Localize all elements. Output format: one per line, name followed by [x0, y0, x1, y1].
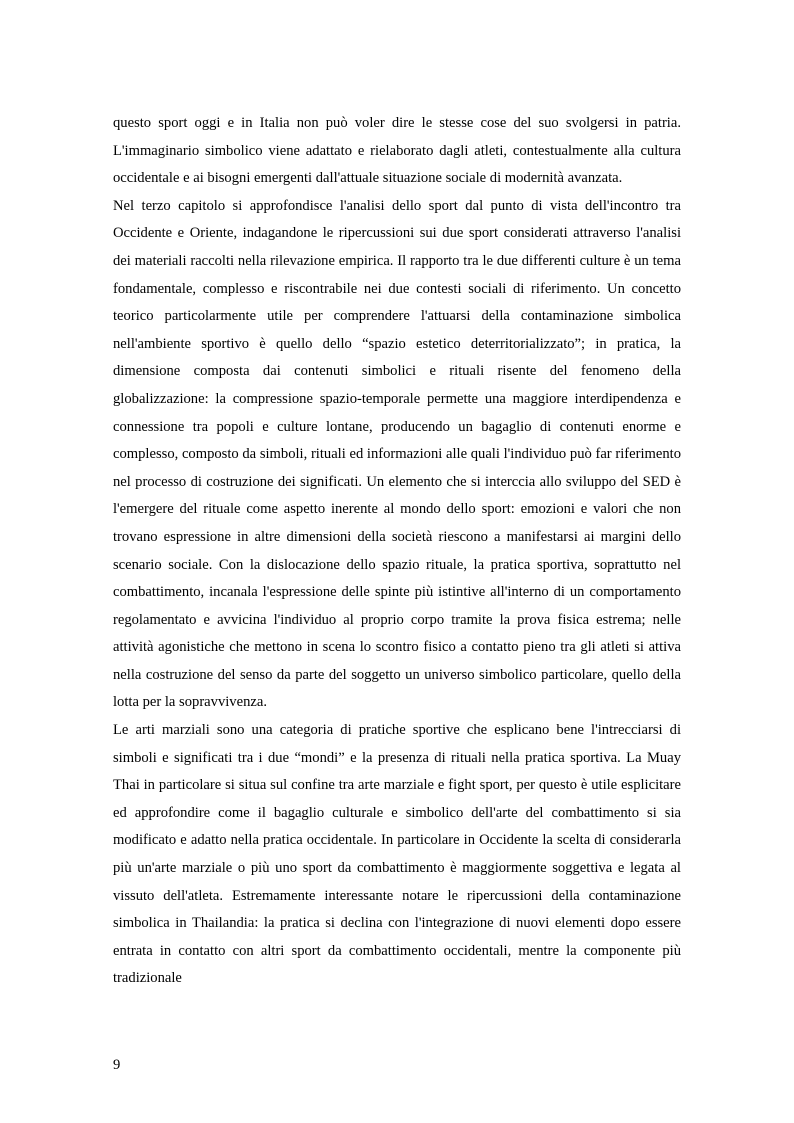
document-body: [113, 110, 681, 993]
page-number: 9: [113, 1057, 121, 1073]
paragraph-1: questo sport oggi e in Italia non può voler dire le stesse cose del suo svolgersi in patria. L'immaginario simbolico viene adattato e rielaborato dagli atleti, contestualmente alla cultura occidentale e ai bisogni emergenti dall'attuale situazione sociale di modernità avanzata.: [113, 115, 681, 187]
paragraph-3: Le arti marziali sono una categoria di pratiche sportive che esplicano bene l'intrecciarsi di simboli e significati tra i due “mondi” e la presenza di rituali nella pratica sportiva. La Muay Thai in particolare si situa sul confine tra arte marziale e fight sport, per questo è utile esplicitare ed approfondire come il bagaglio culturale e simbolico dell'arte del combattimento si sia modificato e adatto nella pratica occidentale. In particolare in Occidente la scelta di considerarla più un'arte marziale o più uno sport da combattimento è maggiormente soggettiva e legata al vissuto dell'atleta. Estremamente interessante notare le ripercussioni della contaminazione simbolica in Thailandia: la pratica si declina con l'integrazione di nuovi elementi dopo essere entrata in contatto con altri sport da combattimento occidentali, mentre la componente più tradizionale: [113, 722, 681, 987]
paragraph-2: Nel terzo capitolo si approfondisce l'analisi dello sport dal punto di vista dell'incontro tra Occidente e Oriente, indagandone le ripercussioni sui due sport considerati attraverso l'analisi dei materiali raccolti nella rilevazione empirica. Il rapporto tra le due differenti culture è un tema fondamentale, complesso e riscontrabile nei due contesti sociali di riferimento. Un concetto teorico particolarmente utile per comprendere l'attuarsi della contaminazione simbolica nell'ambiente sportivo è quello dello “spazio estetico deterritorializzato”; in pratica, la dimensione composta dai contenuti simbolici e rituali risente del fenomeno della globalizzazione: la compressione spazio-temporale permette una maggiore interdipendenza e connessione tra popoli e culture lontane, producendo un bagaglio di contenuti enorme e complesso, composto da simboli, rituali ed informazioni alle quali l'individuo può far riferimento nel processo di costruzione dei significati. Un elemento che si interccia allo sviluppo del SED è l'emergere del rituale come aspetto inerente al mondo dello sport: emozioni e valori che non trovano espressione in altre dimensioni della società riescono a manifestarsi ai margini dello scenario sociale. Con la dislocazione dello spazio rituale, la pratica sportiva, soprattutto nel combattimento, incanala l'espressione delle spinte più istintive all'interno di un comportamento regolamentato e avvicina l'individuo al proprio corpo tramite la prova fisica estrema; nelle attività agonistiche che mettono in scena lo scontro fisico a contatto pieno tra gli atleti si attiva nella costruzione del senso da parte del soggetto un universo simbolico particolare, quello della lotta per la sopravvivenza.: [113, 197, 681, 711]
